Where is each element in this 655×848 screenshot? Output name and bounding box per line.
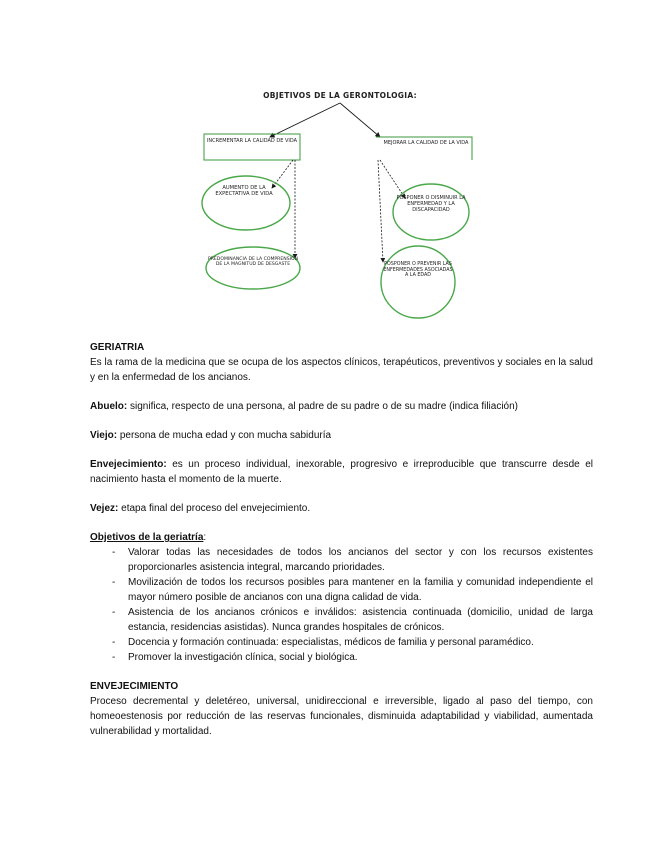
objetivos-colon: : — [203, 532, 207, 543]
abuelo-term: Abuelo: — [90, 401, 128, 412]
oval-3-label: POSPONER O DISMINUIR LA ENFERMEDAD Y LA DISCAPACIDAD — [396, 195, 466, 213]
envejecimiento-definition — [90, 457, 593, 487]
oval-1-label: AUMENTO DE LA EXPECTATIVA DE VIDA — [215, 185, 273, 197]
list-item-text: Valorar todas las necesidades de todos los ancianos del sector y con los recursos existentes proporcionarles asistencia integral, marcando prioridades. — [128, 547, 593, 573]
oval-4 — [381, 246, 455, 318]
arrow-to-oval-3 — [380, 160, 405, 198]
abuelo-text: significa, respecto de una persona, al padre de su padre o de su madre (indica filiación) — [127, 401, 519, 412]
vejez-term: Vejez: — [90, 503, 119, 514]
viejo-definition — [90, 428, 593, 443]
diagram-graphics — [0, 0, 655, 330]
oval-2-label: PREDOMINANCIA DE LA COMPRENSIÓN DE LA MAGNITUD DE DESGASTE — [207, 257, 299, 268]
viejo-text: persona de mucha edad y con mucha sabiduría — [117, 430, 332, 441]
oval-4-label: POSPONER O PREVENIR LAS ENFERMEDADES ASOCIADAS A LA EDAD — [383, 262, 453, 279]
vejez-text: etapa final del proceso del envejecimiento. — [118, 503, 311, 514]
document-body — [90, 340, 593, 739]
geriatria-heading: GERIATRIA — [90, 342, 145, 353]
geriatria-definition: Es la rama de la medicina que se ocupa de los aspectos clínicos, terapéuticos, preventivos y sociales en la salud y en la enfermedad de los ancianos. — [90, 357, 593, 383]
gerontology-objectives-diagram — [0, 0, 655, 330]
objetivos-list — [90, 545, 593, 665]
objetivos-heading-line — [90, 530, 593, 545]
list-item: - Asistencia de los ancianos crónicos e inválidos: asistencia continuada (domicilio, unidad de larga estancia, residencias asistidas). Nunca grandes hospitales de crónicos. — [112, 607, 593, 633]
list-item-text: Promover la investigación clínica, social y biológica. — [128, 652, 358, 663]
arrow-to-left-box — [270, 103, 340, 137]
list-item: - Movilización de todos los recursos posibles para mantener en la familia y comunidad independiente el mayor número posible de ancianos con una digna calidad de vida. — [112, 577, 593, 603]
envejecimiento-heading: ENVEJECIMIENTO — [90, 681, 179, 692]
envejecimiento-paragraph: Proceso decremental y deletéreo, universal, unidireccional e irreversible, ligado al paso del tiempo, con homeoestenosis por reducción de las reservas funcionales, disminuida adaptabilidad y viabilidad, aumentada vulnerabilidad y mortalidad. — [90, 696, 593, 737]
left-box-label: INCREMENTAR LA CALIDAD DE VIDA — [206, 138, 298, 144]
envejecimiento-text: es un proceso individual, inexorable, progresivo e irreproducible que transcurre desde el nacimiento hasta el momento de la muerte. — [90, 459, 593, 485]
objetivos-heading: Objetivos de la geriatría — [90, 532, 204, 543]
oval-2 — [206, 247, 300, 289]
abuelo-definition — [90, 399, 593, 414]
vejez-definition — [90, 501, 593, 516]
list-item: - Promover la investigación clínica, social y biológica. — [112, 652, 358, 663]
envejecimiento-term: Envejecimiento: — [90, 459, 167, 470]
diagram-title: OBJETIVOS DE LA GERONTOLOGIA: — [263, 91, 417, 100]
arrow-to-oval-1 — [272, 160, 293, 188]
right-box-label: MEJORAR LA CALIDAD DE LA VIDA — [383, 140, 469, 146]
list-item: - Valorar todas las necesidades de todos los ancianos del sector y con los recursos existentes proporcionarles asistencia integral, marcando prioridades. — [112, 547, 593, 573]
list-item-text: Movilización de todos los recursos posibles para mantener en la familia y comunidad independiente el mayor número posible de ancianos con una digna calidad de vida. — [128, 577, 593, 603]
arrow-to-right-box — [340, 103, 380, 137]
viejo-term: Viejo: — [90, 430, 118, 441]
arrow-to-oval-4 — [378, 160, 383, 262]
list-item-text: Docencia y formación continuada: especialistas, médicos de familia y personal paramédico. — [128, 637, 534, 648]
list-item: - Docencia y formación continuada: especialistas, médicos de familia y personal paramédico. — [112, 637, 534, 648]
list-item-text: Asistencia de los ancianos crónicos e inválidos: asistencia continuada (domicilio, unidad de larga estancia, residencias asistidas). Nunca grandes hospitales de crónicos. — [128, 607, 593, 633]
